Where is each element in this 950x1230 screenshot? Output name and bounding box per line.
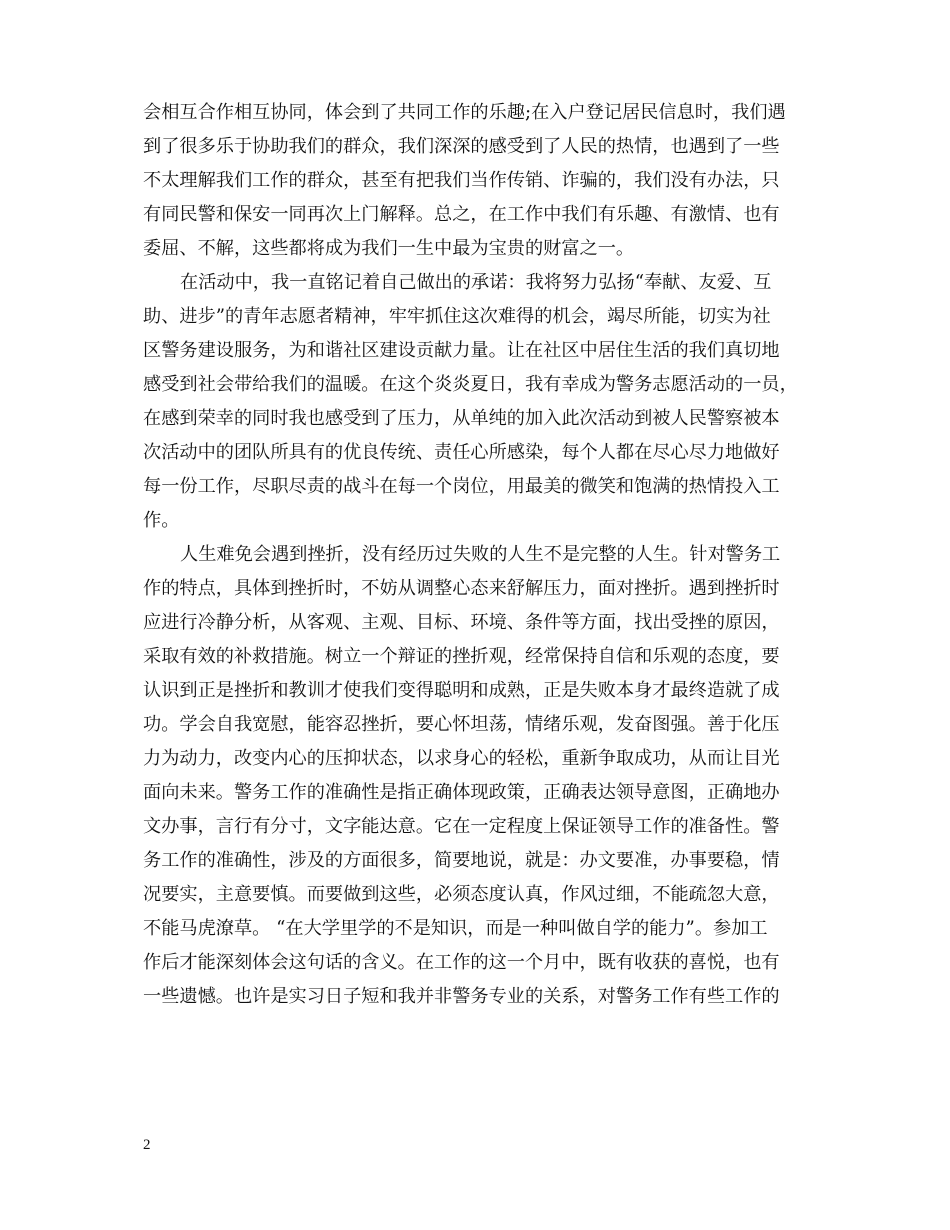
text-line: 人生难免会遇到挫折，没有经历过失败的人生不是完整的人生。针对警务工 — [180, 544, 781, 565]
text-line: 面向未来。警务工作的准确性是指正确体现政策，正确表达领导意图，正确地办 — [143, 782, 780, 803]
text-line: 认识到正是挫折和教训才使我们变得聪明和成熟，正是失败本身才最终造就了成 — [143, 680, 780, 701]
text-line: 不太理解我们工作的群众，甚至有把我们当作传销、诈骗的，我们没有办法，只 — [143, 170, 780, 191]
text-line: 力为动力，改变内心的压抑状态，以求身心的轻松，重新争取成功，从而让目光 — [143, 748, 780, 769]
text-line: 务工作的准确性，涉及的方面很多，简要地说，就是：办文要准，办事要稳，情 — [143, 850, 780, 871]
text-line: 况要实，主意要慎。而要做到这些，必须态度认真，作风过细，不能疏忽大意， — [143, 884, 780, 905]
text-line: 应进行冷静分析，从客观、主观、目标、环境、条件等方面，找出受挫的原因， — [143, 612, 780, 633]
text-line: 功。学会自我宽慰，能容忍挫折，要心怀坦荡，情绪乐观，发奋图强。善于化压 — [143, 714, 780, 735]
text-line: 有同民警和保安一同再次上门解释。总之，在工作中我们有乐趣、有激情、也有 — [143, 204, 780, 225]
text-line: 不能马虎潦草。 “在大学里学的不是知识，而是一种叫做自学的能力”。参加工 — [143, 918, 768, 939]
text-line: 次活动中的团队所具有的优良传统、责任心所感染，每个人都在尽心尽力地做好 — [143, 442, 780, 463]
text-line: 区警务建设服务，为和谐社区建设贡献力量。让在社区中居住生活的我们真切地 — [143, 340, 780, 361]
text-line: 文办事，言行有分寸，文字能达意。它在一定程度上保证领导工作的准备性。警 — [143, 816, 780, 837]
text-line: 到了很多乐于协助我们的群众，我们深深的感受到了人民的热情，也遇到了一些 — [143, 136, 780, 157]
text-line: 感受到社会带给我们的温暖。在这个炎炎夏日，我有幸成为警务志愿活动的一员， — [143, 374, 798, 395]
text-line: 采取有效的补救措施。树立一个辩证的挫折观，经常保持自信和乐观的态度，要 — [143, 646, 780, 667]
text-line: 在感到荣幸的同时我也感受到了压力，从单纯的加入此次活动到被人民警察被本 — [143, 408, 780, 429]
text-line: 在活动中，我一直铭记着自己做出的承诺：我将努力弘扬“奉献、友爱、互 — [180, 272, 772, 293]
text-line: 作后才能深刻体会这句话的含义。在工作的这一个月中，既有收获的喜悦，也有 — [143, 952, 780, 973]
page-number: 2 — [143, 1137, 151, 1153]
text-line: 委屈、不解，这些都将成为我们一生中最为宝贵的财富之一。 — [143, 238, 635, 259]
text-line: 助、进步”的青年志愿者精神，牢牢抓住这次难得的机会，竭尽所能，切实为社 — [143, 306, 771, 327]
text-line: 每一份工作，尽职尽责的战斗在每一个岗位，用最美的微笑和饱满的热情投入工 — [143, 476, 780, 497]
text-line: 作的特点，具体到挫折时，不妨从调整心态来舒解压力，面对挫折。遇到挫折时 — [143, 578, 780, 599]
text-line: 一些遗憾。也许是实习日子短和我并非警务专业的关系，对警务工作有些工作的 — [143, 986, 780, 1007]
text-line: 会相互合作相互协同，体会到了共同工作的乐趣;在入户登记居民信息时，我们遇 — [143, 102, 786, 123]
text-line: 作。 — [143, 510, 180, 531]
